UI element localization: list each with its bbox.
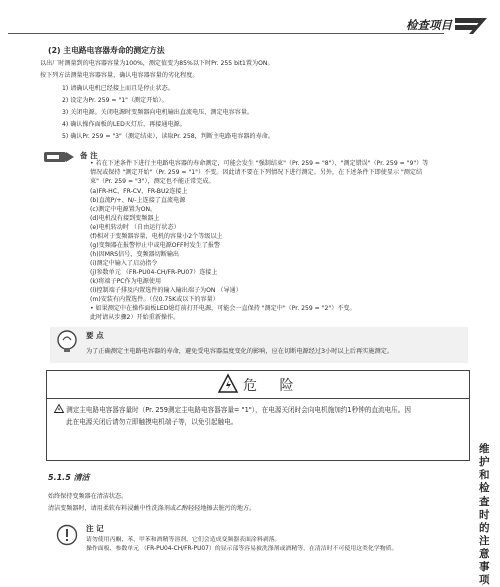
lightbulb-icon: [56, 330, 78, 354]
brand-stripes-icon: [453, 14, 487, 36]
key-point-label: 要 点: [86, 331, 104, 340]
note-line: (j)参数单元 （FR-PU04-CH/FR-PU07）连接上: [90, 269, 218, 276]
subsection-line: 始终保持变频器在清洁状态。: [48, 493, 128, 500]
notice-label: 注 记: [86, 524, 104, 533]
note-line: • 如果测定中在操作面板LED熄灯前打开电源，可能会一直保持 "测定中"（Pr. 259 = "2"）不变。: [90, 305, 356, 312]
subsection-title: 5.1.5 清洁: [48, 473, 90, 482]
step-1: 1) 请确认电机已经接上而且是停止状态。: [62, 85, 174, 92]
danger-body: [54, 404, 466, 428]
note-label: 备 注: [80, 151, 98, 160]
page-header-title: 检查项目: [406, 18, 452, 32]
note-line: 此时请从步骤2）开始重新操作。: [90, 314, 180, 321]
danger-line-2: 此在电源关闭后请勿立即触摸电机端子等，以免引起触电。: [66, 417, 238, 426]
bullet-text-2: 按下列方法测量电容器容量，确认电容器容量的劣化程度。: [40, 72, 199, 79]
note-line: (h)因MRS信号，变频器切断输出: [90, 251, 180, 258]
note-line: 情况或保持 "测定开始"（Pr. 259 = "1"）不变。因此请不要在下列情况下进行测定。另外，在下述条件下即使显示 "测定结: [90, 169, 423, 176]
section-title: (2) 主电路电容器寿命的测定方法: [48, 46, 165, 55]
step-4: 4) 确认操作面板的LED灭灯后，再接通电源。: [62, 121, 186, 128]
bullet-text-1: 以出厂时测量到的电容器容量为100%，测定值变为85%以下时Pr. 255 bit1置为ON。: [40, 60, 274, 67]
step-2: 2) 设定为Pr. 259 = "1"（测定开始）。: [62, 97, 168, 104]
note-line: (f)相对于变频器容量，电机的容量小2个等级以上: [90, 233, 223, 240]
notice-line: 请勿使用丙酮、苯、甲苯和酒精等溶剂，它们会造成变频器表面涂料剥落。: [86, 537, 281, 543]
chapter-side-tab-label: 维护和检查时的注意事项: [479, 443, 490, 587]
caution-notice-icon: [56, 523, 78, 547]
note-line: • 若在下述条件下进行主电路电容器的寿命测定，可能会发生 "强制结束"（Pr. 259 = "8"）、"测定错误"（Pr. 259 = "9"）等: [90, 160, 429, 167]
danger-title: 危 险: [243, 378, 303, 394]
note-line: (e)电机转动时 （自由运行状态）: [90, 224, 180, 231]
note-line: (g)变频器在报警停止中或电源OFF时发生了报警: [90, 242, 221, 249]
note-line: (k)将端子PC作为电源使用: [90, 278, 162, 285]
note-line: (c)测定中电源置为ON。: [90, 206, 157, 213]
notice-line: 操作面板、参数单元 （FR-PU04-CH/FR-PU07）的显示部等容易被洗涤剂或酒精等，在清洁时不可使用这类化学物质。: [86, 545, 398, 552]
subsection-line: 清洁变频器时，请用柔软布料浸蘸中性洗涤剂或乙醇轻轻地擦去脏污的地方。: [48, 505, 256, 512]
note-line: (d)电机没有接到变频器上: [90, 215, 160, 222]
step-5: 5) 确认Pr. 259 = "3"（测定结束），读取Pr. 258，判断主电路电容器的寿命。: [62, 133, 274, 140]
note-line: (l)控制端子排及内置选件的输入输出端子为ON （导通）: [90, 287, 242, 294]
danger-line-1: 测定主电路电容器容量时（Pr. 259测定主电路电容器容量= "1"），在电源关闭时会向电机施加约1秒钟的直流电压。因: [66, 406, 411, 414]
step-3: 3) 关闭电源。关闭电源时变频器向电机输出直流电压，测定电容容量。: [62, 109, 254, 116]
note-line: (b)直流P/+、N/-上连接了直流电源: [90, 197, 186, 204]
notice-text: [86, 536, 397, 554]
note-line: (m)安装有内置选件。（仅0.75K或以下的容量）: [90, 296, 219, 303]
note-line: (a)FR-HC、FR-CV、FR-BU2连接上: [90, 188, 188, 195]
header-divider: [8, 33, 444, 34]
high-voltage-warning-icon: [218, 374, 238, 393]
note-line: 束"（Pr. 259 = "3"），测定也不能正常完成。: [90, 178, 215, 185]
note-line: (i)测定中输入了启动指令: [90, 260, 158, 267]
key-point-text: 为了正确测定主电路电容器的寿命，避免受电容器温度变化的影响，应在切断电源经过3小时以上后再实施测定。: [86, 348, 394, 355]
key-point-box: [50, 327, 468, 363]
small-warning-icon: [54, 404, 64, 413]
note-pencil-icon: [44, 150, 74, 164]
